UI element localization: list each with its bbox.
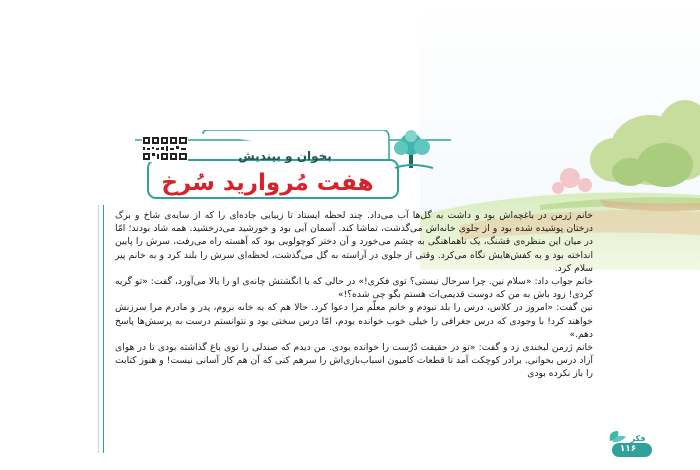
badge-label: فکر (630, 434, 646, 443)
qr-code[interactable] (142, 136, 188, 162)
page-number: ۱۱۶ (619, 444, 637, 454)
page-title: هفت مُروارید سُرخ (161, 170, 374, 196)
story-text (115, 209, 593, 381)
leaf-icon (610, 431, 626, 442)
tree-icon (394, 130, 433, 168)
paragraph: نین گفت: «امروز در کلاس، درس را بلد نبودم و خانم معلّم مرا دعوا کرد. حالا هم که به خانه بروم، پدر و مادرم مرا سرزنش خواهند کرد! با وجودی که درس جغرافی را خیلی خوب خوانده بودم، امّا درس سختی بود و نتوانستم درست به پرسش‌ها پاسخ دهم.» (115, 302, 593, 340)
section-subheading: بخوان و بیندیش (238, 149, 332, 163)
margin-line (103, 205, 104, 453)
margin-line-light (98, 205, 99, 453)
paragraph: خانم جواب داد: «سلام نین. چرا سرحال نیستی؟ توی فکری!» در حالی که با انگشتش چانه‌ی او را بالا می‌آورد، گفت: «تو گریه کردی! زود باش به من که دوست قدیمی‌ات هستم بگو چی شده؟!» (115, 276, 593, 301)
paragraph: خانم ژرمن لبخندی زد و گفت: «تو در حقیقت دُرُست را خوانده بودی. من دیدم که صندلی را توی باغ گذاشته بودی تا در هوای آزاد درس بخوانی. برادر کوچکت آمد تا قطعات کامیون اسباب‌بازی‌اش را سرهم کنی که آن هم کار آسانی نیست! و هنوز کتابت را باز نکرده بودی (115, 342, 593, 380)
paragraph: خانم ژرمن در باغچه‌اش بود و داشت به گل‌ها آب می‌داد. چند لحظه ایستاد تا زیبایی جاده‌ای را که از سایه‌ی شاخ و برگ درختان پوشیده شده بود و از جلوی خانه‌اش می‌گذشت، تماشا کند. آسمان آبی بود و خورشید می‌درخشید. همه شاد بودند؛ امّا در میان این منظره‌ی قشنگ، یک ناهماهنگی به چشم می‌خورد و آن دختر کوچولویی بود که آهسته راه می‌رفت، سرش را پایین انداخته بود و به کفش‌هایش نگاه می‌کرد. وقتی از جلوی در آراسته به گل می‌گذشت، لحظه‌ای سرش را بلند کرد و به خانم پیر سلام کرد. (115, 210, 593, 274)
